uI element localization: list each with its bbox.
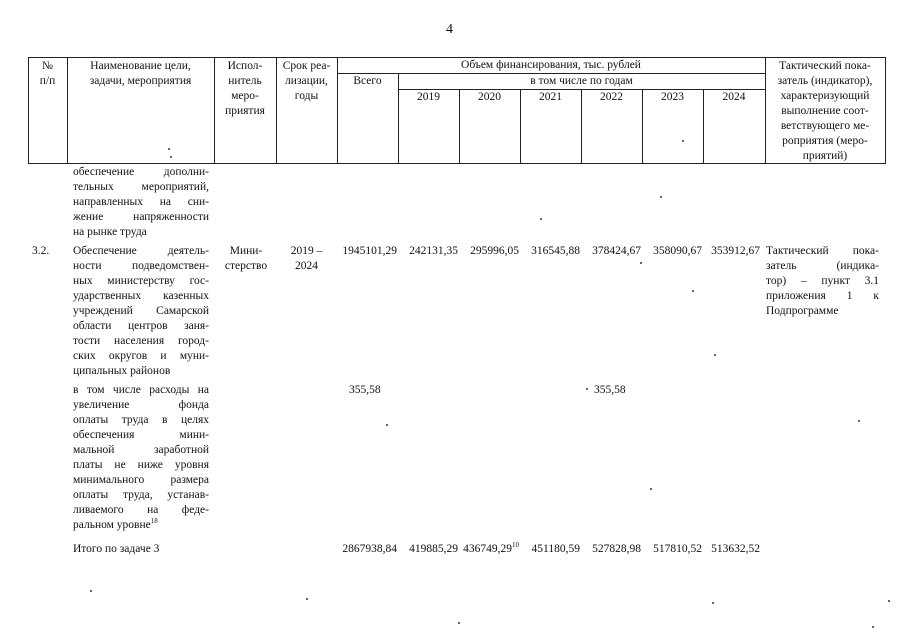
row-executor: Мини- стерство [224, 245, 268, 272]
year-2019: 2019 [417, 91, 440, 103]
total-2023: 517810,52 [653, 543, 702, 555]
total-2024: 513632,52 [711, 543, 760, 555]
row-value-2022: 378424,67 [592, 245, 641, 257]
row-value-2019: 242131,35 [409, 245, 458, 257]
total-2022: 527828,98 [592, 543, 641, 555]
header-indicator: Тактический пока- затель (индикатор), характеризующий выполнение соот- ветствующего ме- роприятия (меро- приятий) [777, 60, 873, 162]
header-name: Наименование цели, задачи, мероприятия [89, 60, 192, 87]
header-by-years: в том числе по годам [530, 75, 633, 87]
year-2022: 2022 [600, 91, 623, 103]
footnote-10: 10 [512, 541, 519, 549]
sub-row-name: в том числе расходы на увеличение фонда оплаты труда в целях обеспечения мини- мальной заработной платы не ниже уровня минимального размера оплаты труда, устанав- ливаемого на феде- ральном уровне$^{18}$ [73, 384, 209, 531]
row-indicator: Тактический пока- затель (индика- тор) – пункт 3.1 приложения 1 к Подпрограмме [766, 245, 879, 317]
row-value-2020: 295996,05 [470, 245, 519, 257]
year-2020: 2020 [478, 91, 501, 103]
row-total: 1945101,29 [342, 245, 397, 257]
page-number: 4 [446, 22, 453, 37]
row-value-2024: 353912,67 [711, 245, 760, 257]
total-2019: 419885,29 [409, 543, 458, 555]
header-total: Всего [353, 75, 382, 87]
total-sum: 2867938,84 [342, 543, 397, 555]
year-2021: 2021 [539, 91, 562, 103]
sub-row-value-2022: 355,58 [594, 384, 626, 396]
footnote-18: 18 [150, 517, 158, 525]
continuation-text: обеспечение дополни- тельных мероприятий, направленных на сни- жение напряженности на рынке труда [73, 166, 209, 238]
row-number: 3.2. [32, 245, 50, 257]
header-financing: Объем финансирования, тыс. рублей [461, 59, 641, 71]
header-num: № п/п [39, 60, 56, 87]
total-label: Итого по задаче 3 [73, 543, 160, 555]
total-2021: 451180,59 [531, 543, 580, 555]
header-executor: Испол- нитель меро- приятия [225, 60, 265, 117]
sub-row-total: 355,58 [349, 384, 381, 396]
row-name: Обеспечение деятель- ности подведомствен- ных министерству гос- ударственных казенных учреждений Самарской области центров заня- тости населения город- ских округов и муни- ципальных районов [73, 245, 209, 377]
total-2020: 436749,29$^{10}$ [463, 541, 519, 555]
row-value-2021: 316545,88 [531, 245, 580, 257]
year-2023: 2023 [661, 91, 684, 103]
row-term: 2019 – 2024 [290, 245, 323, 272]
year-2024: 2024 [722, 91, 746, 103]
row-value-2023: 358090,67 [653, 245, 702, 257]
header-term: Срок реа- лизации, годы [282, 60, 331, 102]
